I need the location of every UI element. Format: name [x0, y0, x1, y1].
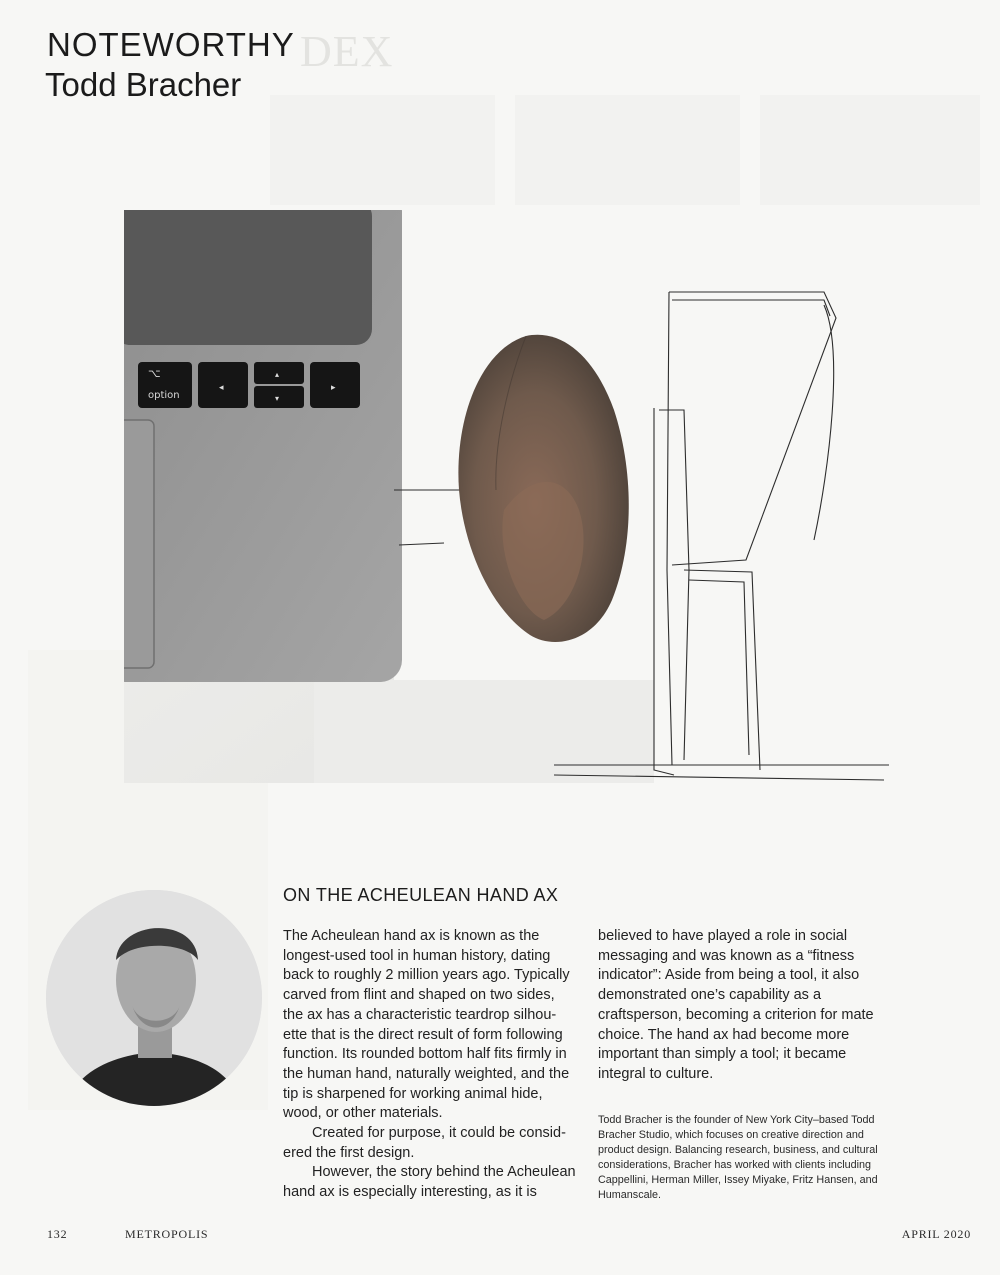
svg-text:◂: ◂: [219, 383, 224, 393]
issue-date: APRIL 2020: [901, 1227, 971, 1241]
page-title: Todd Bracher: [45, 66, 242, 103]
laptop-keyboard-well: [124, 210, 372, 345]
option-key: [138, 362, 192, 408]
show-through-block: [760, 95, 980, 205]
paper-sheet-lower: [314, 680, 654, 783]
svg-text:▾: ▾: [275, 394, 280, 403]
laptop-trackpad: [124, 420, 154, 668]
hand-ax-photo: [124, 210, 891, 783]
svg-text:▸: ▸: [331, 383, 336, 393]
author-bio: Todd Bracher is the founder of New York City–based Todd Bracher Studio, which focuses on creative direction and product design. Balancing research, business, and cultural considerations, Bracher has worked with clients including Cappellini, Herman Miller, Issey Miyake, Fritz Hansen, and Humanscale.: [598, 1114, 878, 1201]
option-key-label: option: [148, 390, 180, 401]
svg-text:▴: ▴: [275, 370, 280, 379]
author-portrait: [46, 890, 262, 1106]
article-paragraph: Created for purpose, it could be consid-ered the first design.: [283, 1125, 566, 1161]
show-through-text: DEX: [300, 27, 394, 76]
show-through-block: [270, 95, 495, 205]
article-column-1: [283, 927, 578, 1203]
article-paragraph: believed to have played a role in social messaging and was known as a “fitness indicator”: Aside from being a tool, it also demonstrated one’s capability as a craftsperson, becoming a criterion for mate choice. The hand ax had become more important than simply a tool; it became integral to culture.: [598, 928, 874, 1082]
article-column-2: [598, 927, 883, 1085]
option-key-symbol: ⌥: [148, 367, 161, 380]
section-kicker: NOTEWORTHY: [47, 26, 295, 63]
article-paragraph: However, the story behind the Acheulean hand ax is especially interesting, as it is: [283, 1164, 576, 1201]
page-number: 132: [47, 1227, 68, 1241]
article-paragraph: The Acheulean hand ax is known as the longest-used tool in human history, dating back to roughly 2 million years ago. Typically carved from flint and shaped on two sides, the ax has a characteristic teardrop silhou-ette that is the direct result of form following function. Its rounded bottom half fits firmly in the human hand, naturally weighted, and the tip is sharpened for working animal hide, wood, or other materials.: [283, 928, 570, 1122]
show-through-block: [515, 95, 740, 205]
publication-name: METROPOLIS: [125, 1227, 209, 1241]
section-title: ON THE ACHEULEAN HAND AX: [283, 885, 559, 905]
